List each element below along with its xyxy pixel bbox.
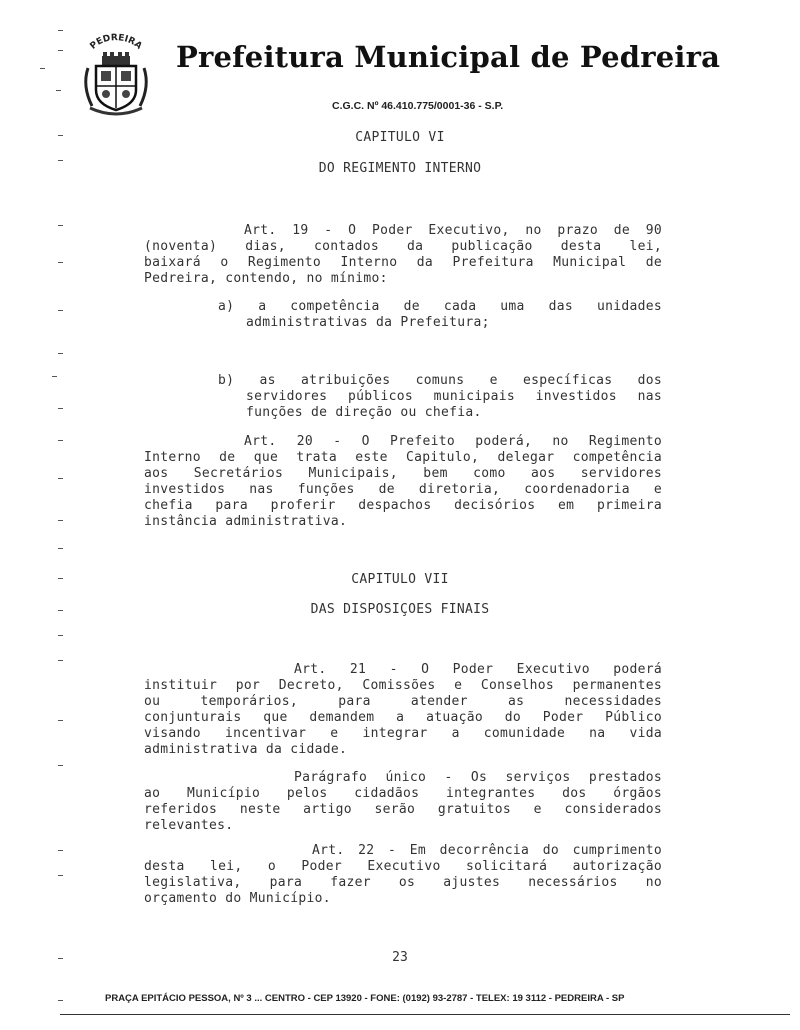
- article-22-line: Art. 22 - Em decorrência do cumprimento: [312, 843, 662, 858]
- scan-speck: [40, 68, 45, 69]
- article-19-line: baixará o Regimento Interno da Prefeitura Municipal de: [144, 255, 662, 270]
- article-19-line: Art. 19 - O Poder Executivo, no prazo de 90: [244, 223, 662, 238]
- scan-speck: [58, 520, 63, 521]
- article-20-line: investidos nas funções de diretoria, coordenadoria e: [144, 482, 662, 497]
- scan-speck: [58, 310, 63, 311]
- article-22-line: legislativa, para fazer os ajustes necessários no: [144, 875, 662, 890]
- article-20-line: instância administrativa.: [144, 514, 348, 529]
- page-number: 23: [392, 950, 408, 965]
- footer-rule: [60, 1014, 790, 1015]
- article-21: [144, 662, 662, 758]
- article-20-line: Interno de que trata este Capitulo, delegar competência: [144, 450, 662, 465]
- scan-speck: [58, 660, 63, 661]
- scan-speck: [52, 376, 57, 377]
- chapter-6-heading: CAPITULO VI: [355, 130, 445, 145]
- article-21-line: Art. 21 - O Poder Executivo poderá: [294, 662, 662, 677]
- article-20-line: Art. 20 - O Prefeito poderá, no Regimento: [244, 434, 662, 449]
- item-a: [218, 299, 662, 331]
- scan-speck: [58, 30, 63, 31]
- scan-speck: [58, 440, 63, 441]
- item-a-line: administrativas da Prefeitura;: [246, 315, 490, 330]
- chapter-7-heading: CAPITULO VII: [351, 572, 449, 587]
- item-b-line: funções de direção ou chefia.: [246, 405, 482, 420]
- article-21-line: visando incentivar e integrar a comunidade na vida: [144, 726, 662, 741]
- item-b: [218, 373, 662, 421]
- article-20-line: chefia para proferir despachos decisórios em primeira: [144, 498, 662, 513]
- article-21-line: ou temporários, para atender as necessidades: [144, 694, 662, 709]
- article-22-line: desta lei, o Poder Executivo solicitará autorização: [144, 859, 662, 874]
- paragrafo-unico-line: referidos neste artigo serão gratuitos e considerados: [144, 802, 662, 817]
- letterhead-footer: PRAÇA EPITÁCIO PESSOA, Nº 3 ... CENTRO - CEP 13920 - FONE: (0192) 93-2787 - TELEX: 19 3112 - PEDREIRA - SP: [105, 993, 625, 1004]
- scan-speck: [58, 765, 63, 766]
- item-b-line: servidores públicos municipais investidos nas: [246, 389, 662, 404]
- item-a-line: a) a competência de cada uma das unidades: [218, 299, 662, 314]
- article-21-line: conjunturais que demandem a atuação do Poder Público: [144, 710, 662, 725]
- item-b-line: b) as atribuições comuns e específicas dos: [218, 373, 662, 388]
- paragrafo-unico: [144, 770, 662, 834]
- crest-arc-text: PEDREIRA: [88, 33, 144, 52]
- scan-speck: [58, 548, 63, 549]
- article-21-line: administrativa da cidade.: [144, 742, 348, 757]
- article-19-line: (noventa) dias, contados da publicação desta lei,: [144, 239, 662, 254]
- paragrafo-unico-line: Parágrafo único - Os serviços prestados: [294, 770, 662, 785]
- scan-speck: [58, 353, 63, 354]
- scan-speck: [58, 720, 63, 721]
- article-19: [144, 223, 662, 287]
- scan-speck: [58, 478, 63, 479]
- scan-speck: [58, 875, 63, 876]
- article-22: [144, 843, 662, 907]
- scan-speck: [58, 850, 63, 851]
- scan-speck: [58, 1000, 63, 1001]
- paragrafo-unico-line: relevantes.: [144, 818, 234, 833]
- scan-speck: [56, 90, 61, 91]
- chapter-7-subheading: DAS DISPOSIÇOES FINAIS: [310, 602, 490, 617]
- article-22-line: orçamento do Município.: [144, 891, 331, 906]
- scan-speck: [58, 408, 63, 409]
- letterhead-title: Prefeitura Municipal de Pedreira: [176, 40, 721, 74]
- chapter-6-subheading: DO REGIMENTO INTERNO: [318, 161, 482, 176]
- paragrafo-unico-line: ao Município pelos cidadãos integrantes dos órgãos: [144, 786, 662, 801]
- article-19-line: Pedreira, contendo, no mínimo:: [144, 271, 388, 286]
- scan-speck: [58, 50, 63, 51]
- scan-speck: [58, 225, 63, 226]
- scan-speck: [58, 635, 63, 636]
- municipal-crest-icon: [80, 28, 152, 120]
- article-21-line: instituir por Decreto, Comissões e Conselhos permanentes: [144, 678, 662, 693]
- svg-text:PEDREIRA: [88, 33, 143, 52]
- article-20-line: aos Secretários Municipais, bem como aos servidores: [144, 466, 662, 481]
- article-20: [144, 434, 662, 530]
- scan-speck: [58, 262, 63, 263]
- letterhead-cgc: C.G.C. Nº 46.410.775/0001-36 - S.P.: [332, 100, 504, 112]
